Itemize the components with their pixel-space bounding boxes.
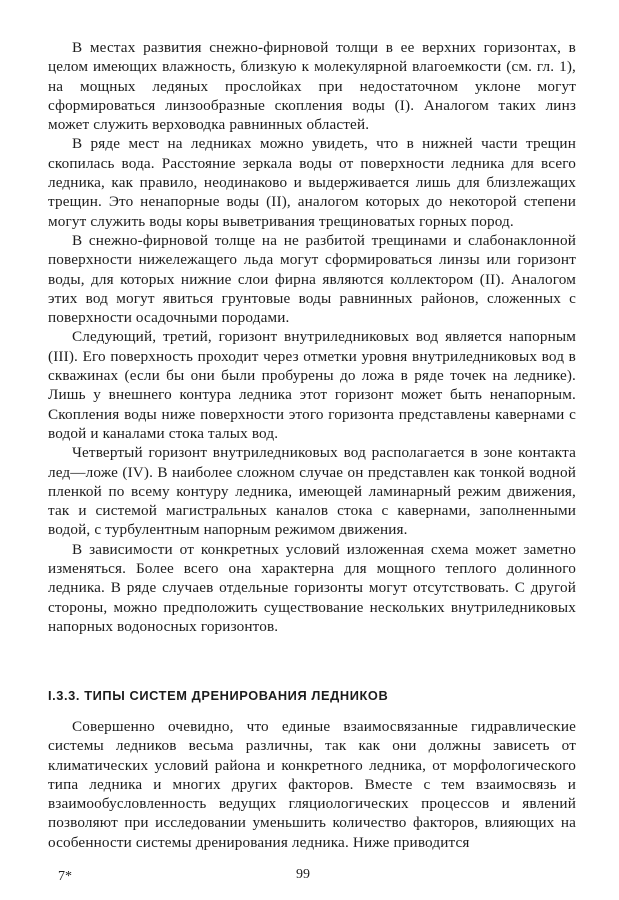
page-number: 99	[296, 867, 310, 882]
paragraph-crevasse-water: В ряде мест на ледниках можно увидеть, что в нижней части трещин скопилась вода. Расстояние зеркала воды от поверхности ледника для всего ледника, как правило, неодинаково и выдерживается лишь для близлежащих трещин. Это ненапорные воды (II), аналогом которых до некоторой степени могут служить воды коры выветривания трещиноватых горных пород.	[48, 135, 576, 230]
paragraph-scheme-variation: В зависимости от конкретных условий изложенная схема может заметно изменяться. Более всего она характерна для мощного теплого долинного ледника. В ряде случаев отдельные горизонты могут отсутствовать. С другой стороны, можно предположить существование нескольких внутриледниковых напорных водоносных горизонтов.	[48, 540, 576, 635]
signature-mark: 7*	[58, 869, 72, 884]
paragraph-basal-horizon: Четвертый горизонт внутриледниковых вод располагается в зоне контакта лед—ложе (IV). В наиболее сложном случае он представлен как тонкой водной пленкой по всему контуру ледника, имеющей ламинарный режим движения, так и системой магистральных каналов стока с кавернами, заполненными водой, с турбулентным напорным режимом движения.	[48, 444, 576, 539]
paragraph-firn-aquifer: В снежно-фирновой толще на не разбитой трещинами и слабонаклонной поверхности нижележащего льда могут сформироваться линзы или горизонт воды, для которых нижние слои фирна являются коллектором (II). Аналогом этих вод могут явиться грунтовые воды равнинных районов, сложенных с поверхности осадочными породами.	[48, 231, 576, 327]
section-text-block	[48, 717, 576, 852]
section-heading: I.3.3. ТИПЫ СИСТЕМ ДРЕНИРОВАНИЯ ЛЕДНИКОВ	[48, 688, 389, 703]
paragraph-pressure-horizon: Следующий, третий, горизонт внутриледниковых вод является напорным (III). Его поверхность проходит через отметки уровня внутриледниковых вод в скважинах (если бы они были пробурены до ложа в ряде точек на леднике). Лишь у внешнего контура ледника этот горизонт может быть ненапорным. Скопления воды ниже поверхности этого горизонта представлены кавернами с водой и каналами стока талых вод.	[48, 328, 576, 442]
paragraph-lens-water: В местах развития снежно-фирновой толщи в ее верхних горизонтах, в целом имеющих влажность, близкую к молекулярной влагоемкости (см. гл. 1), на мощных ледяных прослойках при недостаточном уклоне могут сформироваться линзообразные скопления воды (I). Аналогом таких линз может служить верховодка равнинных областей.	[48, 39, 576, 134]
paragraph-drainage-systems: Совершенно очевидно, что единые взаимосвязанные гидравлические системы ледников весьма различны, так как они должны зависеть от климатических условий района и конкретного ледника, от морфологического типа ледника и многих других факторов. Вместе с тем взаимосвязь и взаимообусловленность ведущих гляциологических процессов и явлений позволяют при исследовании уменьшить количество факторов, влияющих на особенности системы дренирования ледника. Ниже приводится	[48, 718, 576, 851]
main-text-block	[48, 38, 576, 636]
